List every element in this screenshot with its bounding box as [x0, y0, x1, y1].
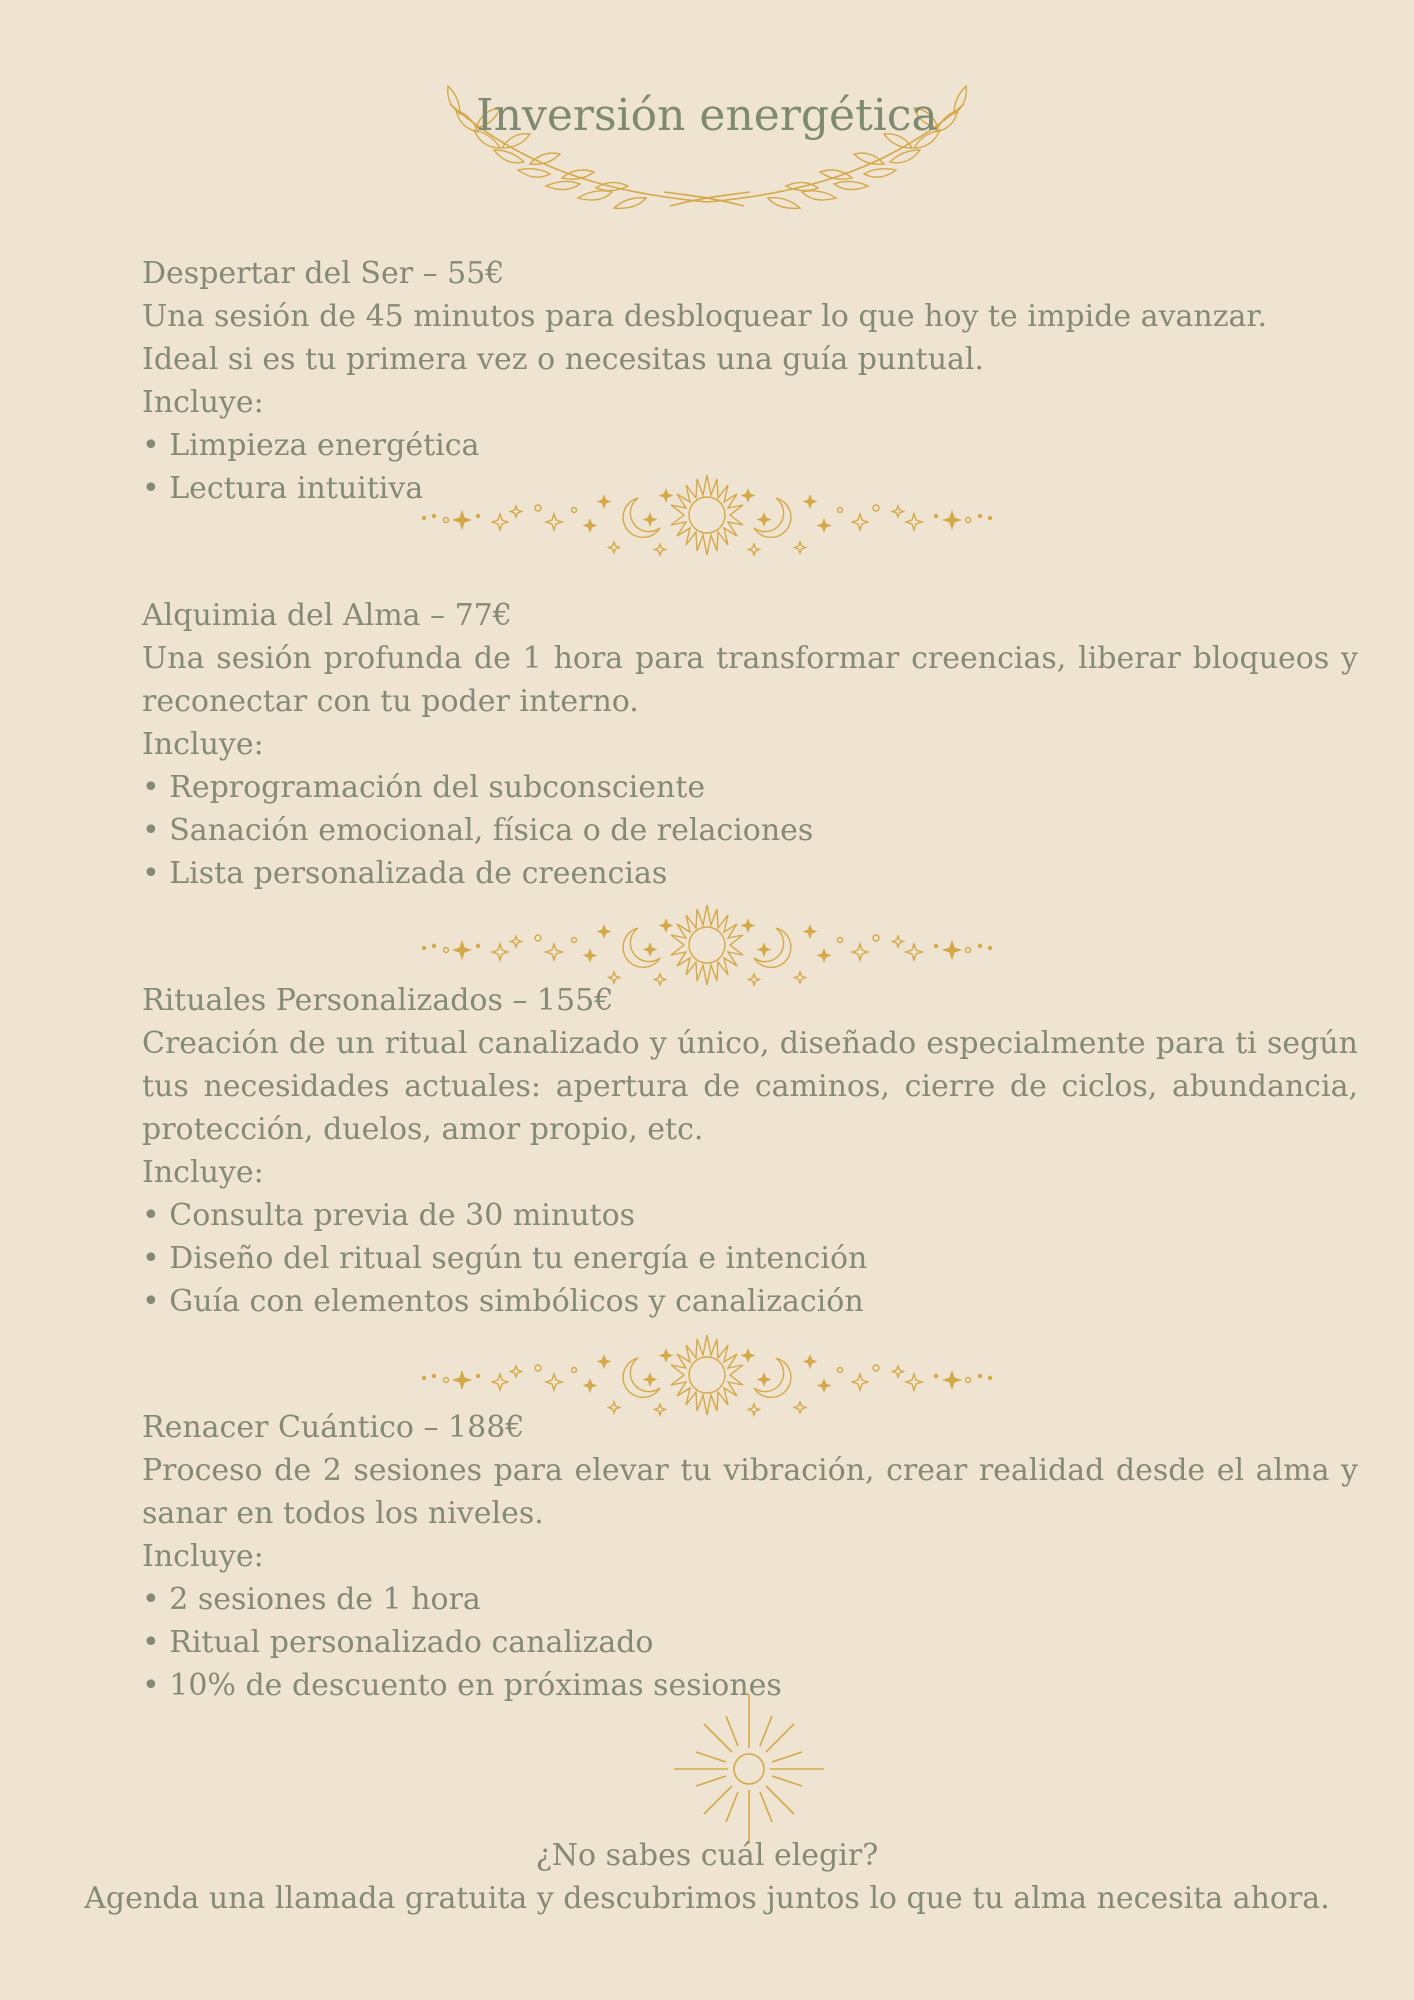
section-title: Renacer Cuántico – 188€: [142, 1410, 525, 1445]
list-item: • Reprogramación del subconsciente: [142, 766, 1358, 809]
includes-list: [142, 1578, 1358, 1707]
footer-question: ¿No sabes cuál elegir?: [535, 1838, 879, 1873]
sun-moon-stars-divider-icon: [420, 470, 994, 560]
list-item: • Diseño del ritual según tu energía e intención: [142, 1237, 1358, 1280]
sun-moon-stars-divider-icon: [420, 900, 994, 990]
section-rituales: [142, 979, 1358, 1323]
sun-icon: [674, 1694, 824, 1844]
includes-list: [142, 1194, 1358, 1323]
includes-label: Incluye:: [142, 385, 264, 420]
section-description: Creación de un ritual canalizado y único, diseñado especialmente para ti según tus necesidades actuales: apertura de caminos, cierre de ciclos, abundancia, protección, duelos, amor propio, etc.: [142, 1026, 1358, 1147]
section-alquimia: [142, 594, 1358, 895]
includes-label: Incluye:: [142, 727, 264, 762]
list-item: • Lectura intuitiva: [142, 467, 1358, 510]
section-title: Rituales Personalizados – 155€: [142, 983, 614, 1018]
list-item: • 10% de descuento en próximas sesiones: [142, 1664, 1358, 1707]
list-item: • Limpieza energética: [142, 424, 1358, 467]
includes-list: [142, 766, 1358, 895]
list-item: • 2 sesiones de 1 hora: [142, 1578, 1358, 1621]
section-description-line: Una sesión de 45 minutos para desbloquear lo que hoy te impide avanzar.: [142, 299, 1267, 334]
section-renacer: [142, 1406, 1358, 1707]
list-item: • Sanación emocional, física o de relaciones: [142, 809, 1358, 852]
section-description: Proceso de 2 sesiones para elevar tu vibración, crear realidad desde el alma y sanar en todos los niveles.: [142, 1453, 1358, 1531]
list-item: • Consulta previa de 30 minutos: [142, 1194, 1358, 1237]
list-item: • Ritual personalizado canalizado: [142, 1621, 1358, 1664]
includes-label: Incluye:: [142, 1539, 264, 1574]
section-description-line: Ideal si es tu primera vez o necesitas una guía puntual.: [142, 342, 985, 377]
section-description: Una sesión profunda de 1 hora para transformar creencias, liberar bloqueos y reconectar con tu poder interno.: [142, 641, 1358, 719]
section-title: Alquimia del Alma – 77€: [142, 598, 512, 633]
footer-cta: Agenda una llamada gratuita y descubrimos juntos lo que tu alma necesita ahora.: [84, 1881, 1330, 1916]
page-title: Inversión energética: [476, 90, 938, 141]
list-item: • Lista personalizada de creencias: [142, 852, 1358, 895]
includes-label: Incluye:: [142, 1155, 264, 1190]
list-item: • Guía con elementos simbólicos y canalización: [142, 1280, 1358, 1323]
section-title: Despertar del Ser – 55€: [142, 256, 505, 291]
title-block: [420, 84, 994, 214]
